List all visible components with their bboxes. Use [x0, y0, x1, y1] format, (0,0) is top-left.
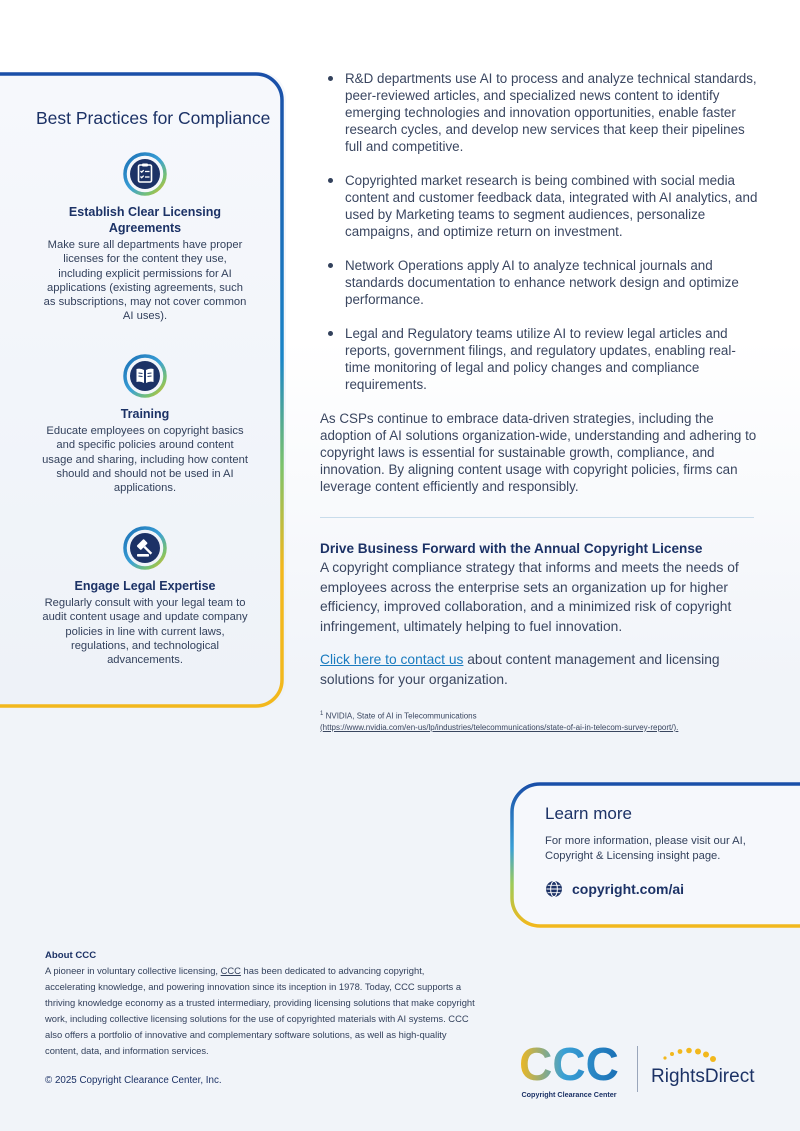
- list-item: Network Operations apply AI to analyze technical journals and standards documentation to enhance network design and optimize performance.: [320, 257, 760, 308]
- rightsdirect-logo: [651, 1046, 755, 1099]
- practice-text: Educate employees on copyright basics and specific policies around content usage and sharing, including how content should and should not be used in AI applications.: [42, 425, 248, 495]
- ccc-logo-text: CCC: [519, 1040, 619, 1086]
- list-item: Legal and Regulatory teams utilize AI to review legal articles and reports, government filings, and regulatory updates, enabling real-time monitoring of legal and policy changes and compliance requirements.: [320, 325, 760, 393]
- learn-more-box: [510, 782, 800, 928]
- about-heading: About CCC: [45, 950, 97, 961]
- ccc-logo: [517, 1040, 621, 1099]
- sidebar-title: Best Practices for Compliance: [36, 108, 271, 128]
- about-section: [45, 950, 475, 1058]
- practice-text: Regularly consult with your legal team to audit content usage and update company policies in line with current laws, regulations, and technological advancements.: [42, 597, 248, 667]
- practice-heading: Establish Clear Licensing Agreements: [68, 205, 222, 235]
- learn-more-url[interactable]: copyright.com/ai: [572, 881, 685, 897]
- section-text: A copyright compliance strategy that informs and meets the needs of employees across the enterprise sets an organization up for higher efficiency, improved collaboration, and a minimized risk of copyright infringement, ultimately helping to fuel innovation.: [320, 560, 739, 634]
- use-case-list: [320, 70, 760, 393]
- gavel-icon: [123, 526, 167, 570]
- copyright-notice: © 2025 Copyright Clearance Center, Inc.: [45, 1075, 222, 1086]
- section-heading: Drive Business Forward with the Annual Copyright License: [320, 541, 703, 556]
- ccc-logo-mark: [517, 1040, 621, 1086]
- footnote-marker: 1: [320, 711, 324, 717]
- about-text-start: A pioneer in voluntary collective licensing,: [45, 965, 221, 976]
- clipboard-checklist-icon: [123, 152, 167, 196]
- learn-more-text: For more information, please visit our AI, Copyright & Licensing insight page.: [545, 835, 746, 862]
- ccc-link[interactable]: CCC: [220, 965, 241, 976]
- rightsdirect-logo-text: RightsDirect: [651, 1066, 755, 1087]
- rightsdirect-logo-mark: [651, 1046, 755, 1094]
- practice-heading: Engage Legal Expertise: [74, 579, 216, 593]
- ccc-logo-name: Copyright Clearance Center: [521, 1090, 617, 1099]
- list-item: Copyrighted market research is being combined with social media content and customer feedback data, integrated with AI analytics, and used by Marketing teams to segment audiences, personalize campaigns, and optimize return on investment.: [320, 172, 760, 240]
- practice-item-legal: [40, 526, 250, 667]
- about-text-rest: has been dedicated to advancing copyright, accelerating knowledge, and powering innovation since its inception in 1978. Today, CCC supports a thriving knowledge economy as a trusted intermediary, providing licensing solutions that make copyright work, including collective licensing solutions for the use of copyrighted materials with AI systems. CCC also offers a portfolio of innovative and complementary software solutions, as well as high-quality content, data, and information services.: [45, 965, 475, 1056]
- practice-text: Make sure all departments have proper licenses for the content they use, including explicit permissions for AI applications (existing agreements, such as subscriptions, may not cover common AI uses).: [43, 239, 247, 323]
- learn-more-title: Learn more: [545, 804, 632, 823]
- summary-paragraph: As CSPs continue to embrace data-driven strategies, including the adoption of AI solutions organization-wide, understanding and adhering to copyright laws is essential for sustainable growth, compliance, and innovation. By aligning content usage with copyright policies, firms can leverage content efficiently and responsibly.: [320, 411, 757, 494]
- main-column: [320, 70, 760, 733]
- logo-divider: [637, 1046, 638, 1092]
- contact-link[interactable]: Click here to contact us: [320, 652, 464, 667]
- footnote-link[interactable]: (https://www.nvidia.com/en-us/lp/industries/telecommunications/state-of-ai-in-telecom-survey-report/).: [320, 722, 679, 732]
- footnote-source: NVIDIA, State of AI in Telecommunications: [325, 711, 477, 721]
- globe-icon: [545, 880, 563, 898]
- footnote: [320, 709, 760, 733]
- practice-heading: Training: [120, 407, 170, 421]
- open-book-icon: [123, 354, 167, 398]
- practice-item-training: [40, 354, 250, 495]
- contact-cta: [320, 650, 760, 689]
- about-text: [45, 963, 475, 1058]
- list-item: R&D departments use AI to process and analyze technical standards, peer-reviewed articles, and specialized news content to identify emerging technologies and innovation opportunities, enable faster research cycles, and develop new services that keep their pipelines full and competitive.: [320, 70, 760, 155]
- practice-item-licensing: [40, 152, 250, 324]
- contact-cta-text: about content management and licensing solutions for your organization.: [320, 652, 720, 687]
- section-divider: [320, 517, 754, 518]
- learn-more-link[interactable]: [545, 880, 684, 898]
